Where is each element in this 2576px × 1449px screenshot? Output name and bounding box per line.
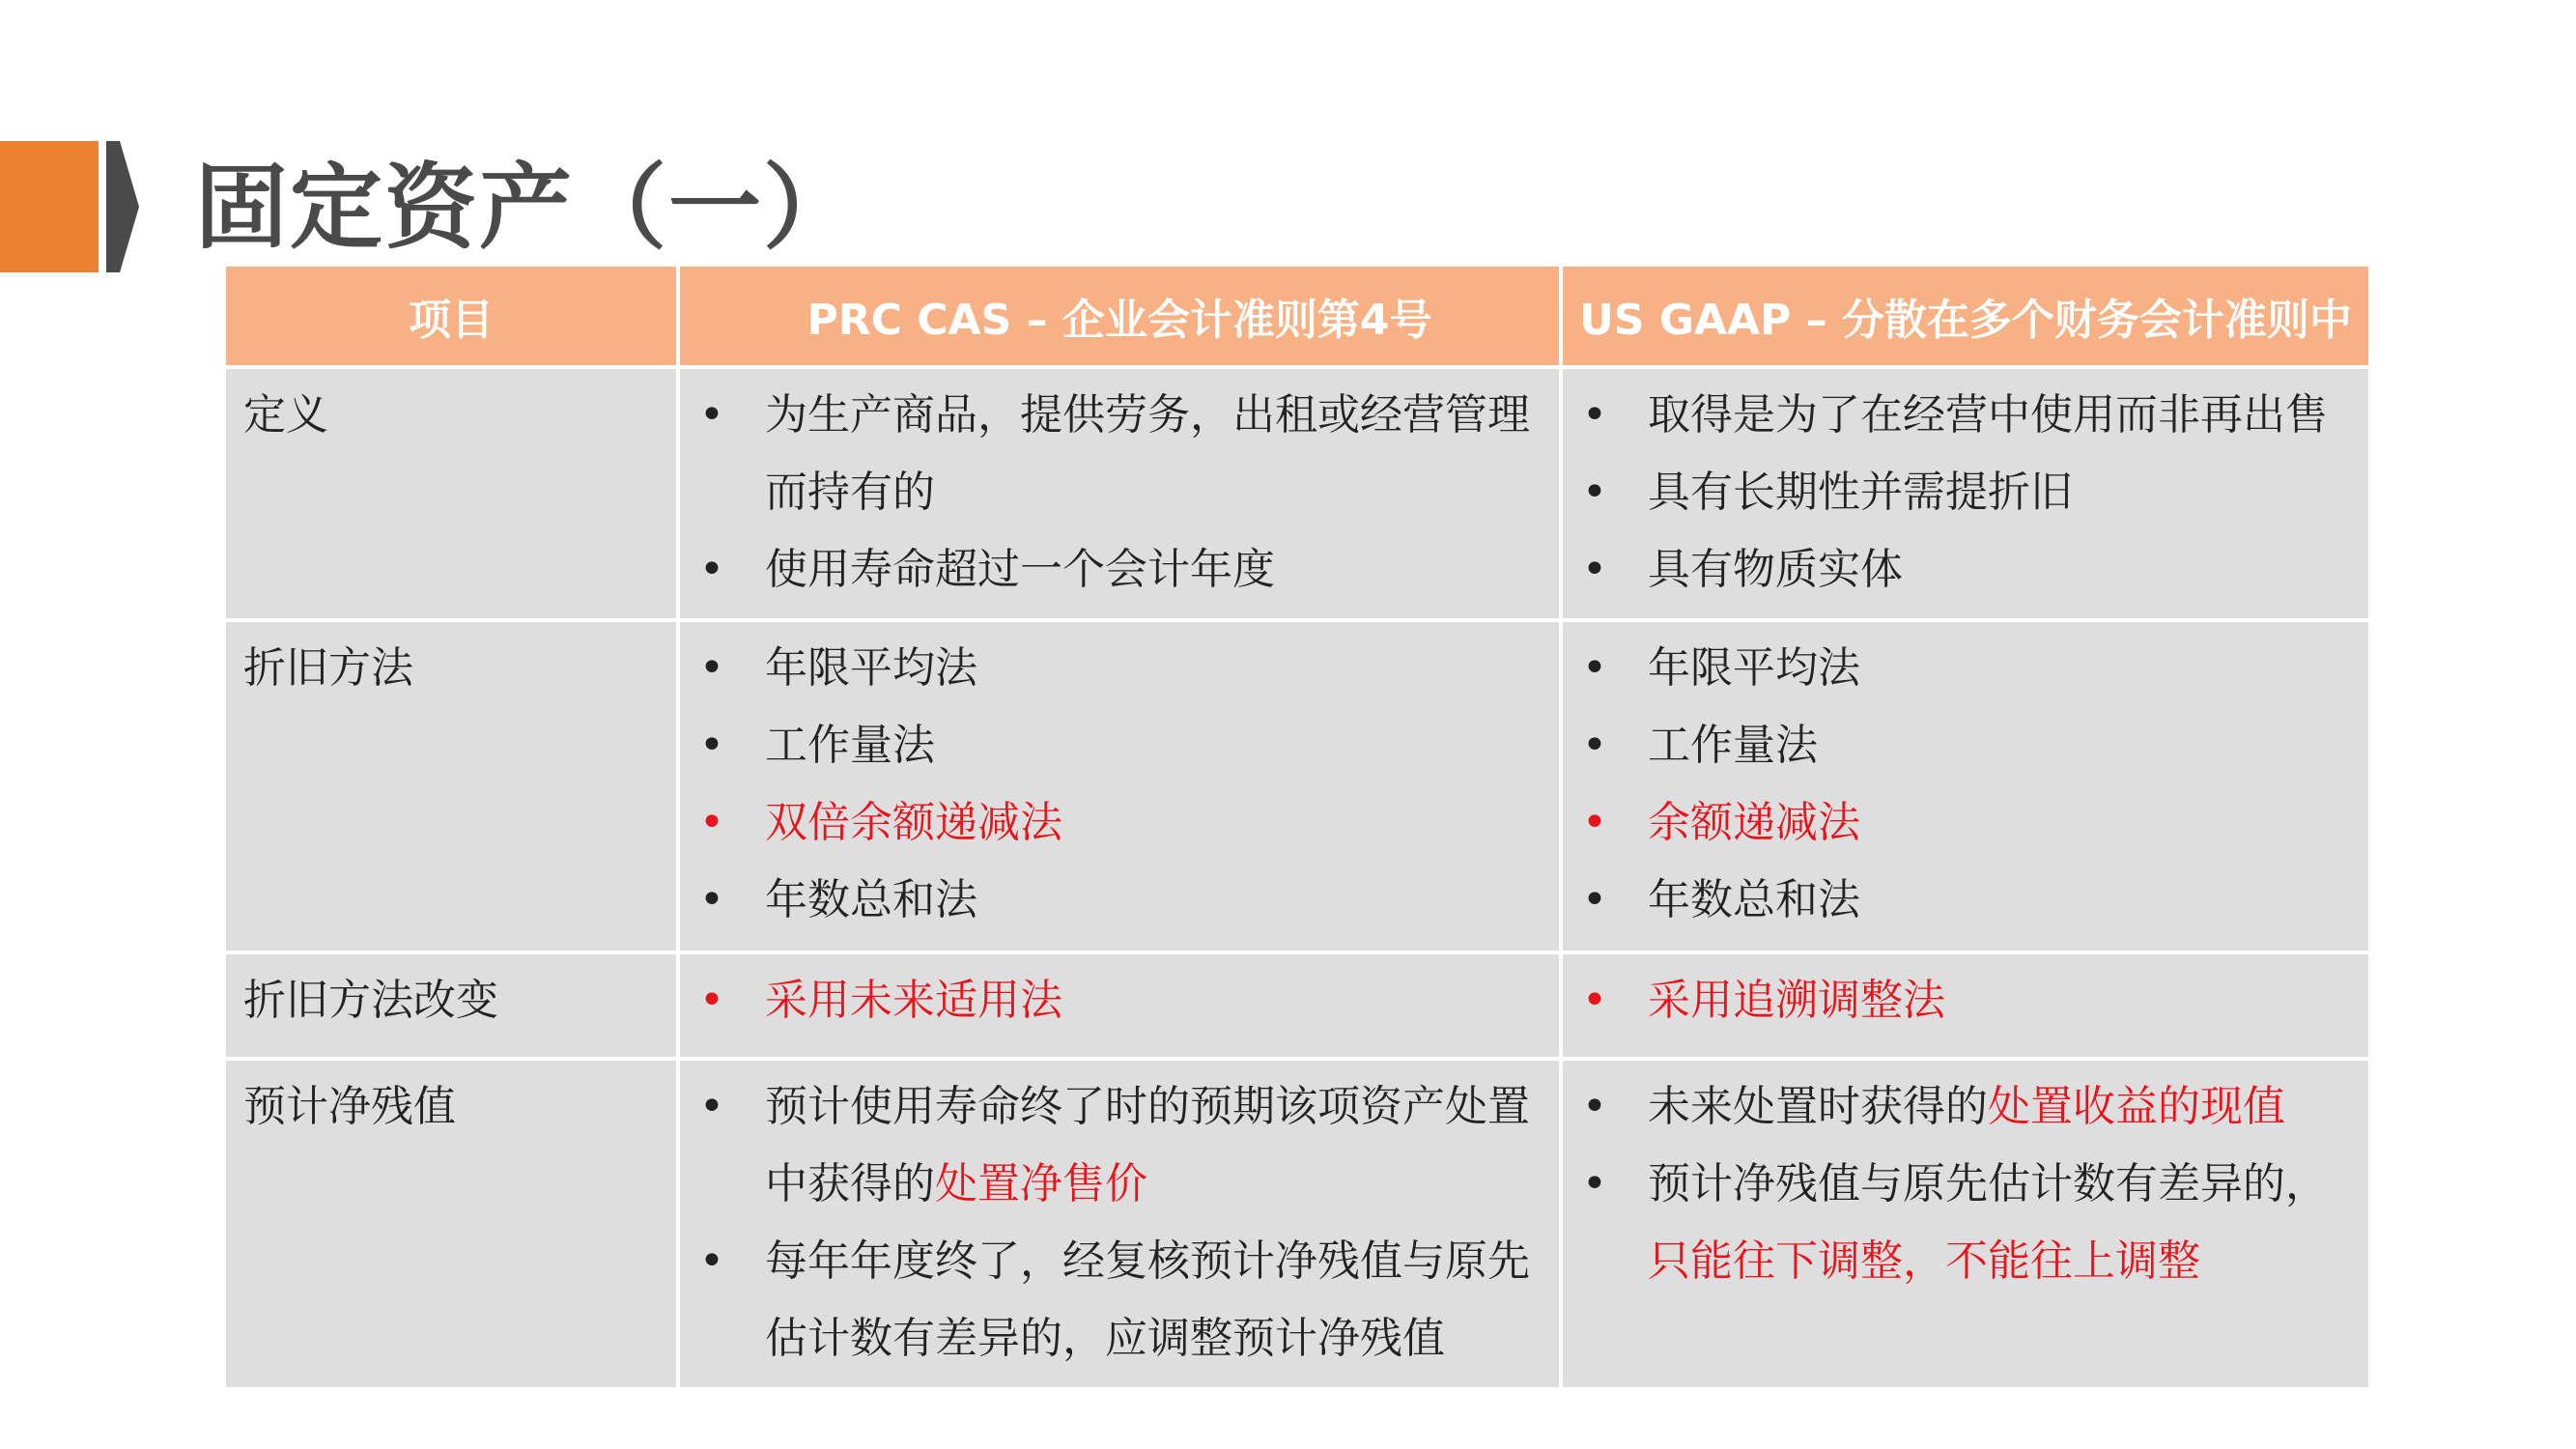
table-row [224,952,2370,1059]
list-item [1580,862,2351,939]
highlight-text: 只能往下调整，不能往上调整 [1648,1236,2200,1286]
bullet-icon: • [699,390,724,440]
list-item [1580,377,2351,454]
list-item [1580,630,2351,707]
us-gaap-cell [1561,1059,2370,1389]
highlight-text: 采用追溯调整法 [1648,976,1945,1025]
item-text: 工作量法 [1648,721,1818,770]
item-text: 预计净残值与原先估计数有差异的， [1648,1159,2328,1208]
header-us-gaap: US GAAP – 分散在多个财务会计准则中 [1561,265,2370,367]
bullet-icon: • [1582,721,1607,770]
list-item [697,1223,1542,1378]
list-item [697,1068,1542,1223]
us-gaap-cell [1561,952,2370,1059]
header-prc-cas: PRC CAS – 企业会计准则第4号 [678,265,1561,367]
highlight-text: 处置净售价 [935,1159,1147,1208]
prc-cas-cell [678,367,1561,620]
list-item [697,377,1542,531]
header-item: 项目 [224,265,678,367]
list-item [1580,707,2351,784]
bullet-list [697,962,1542,1039]
list-item [1580,962,2351,1039]
prc-cas-cell [678,620,1561,952]
table-header-row [224,265,2370,367]
list-item [697,707,1542,784]
bullet-list [697,377,1542,609]
list-item [1580,1146,2351,1300]
item-text: 工作量法 [765,721,935,770]
row-label: 定义 [224,367,678,620]
bullet-list [1580,962,2351,1039]
item-text: 具有物质实体 [1648,545,1903,594]
bullet-icon: • [699,1082,724,1131]
bullet-icon: • [1582,545,1607,594]
item-text: 年限平均法 [765,643,977,693]
bullet-icon: • [1582,1082,1607,1131]
item-text: 年数总和法 [1648,875,1860,924]
list-item [697,962,1542,1039]
bullet-icon: • [699,1236,724,1286]
bullet-icon: • [1582,976,1607,1025]
bullet-icon: • [699,798,724,847]
list-item [697,531,1542,609]
title-accent-block [0,141,99,272]
bullet-list [1580,630,2351,939]
list-item [697,630,1542,707]
item-text: 取得是为了在经营中使用而非再出售 [1648,390,2328,440]
bullet-list [1580,377,2351,609]
bullet-icon: • [699,643,724,693]
list-item [697,784,1542,862]
list-item [1580,454,2351,531]
item-text: 具有长期性并需提折旧 [1648,468,2073,517]
us-gaap-cell [1561,367,2370,620]
bullet-icon: • [1582,643,1607,693]
page-title: 固定资产（一） [195,154,858,262]
item-text: 年数总和法 [765,875,977,924]
bullet-list [697,1068,1542,1378]
bullet-icon: • [1582,390,1607,440]
prc-cas-cell [678,1059,1561,1389]
table-row [224,367,2370,620]
item-text: 预计使用寿命终了时的预期该项资产处置中获得的 [765,1082,1530,1208]
row-label: 折旧方法改变 [224,952,678,1059]
bullet-icon: • [699,976,724,1025]
list-item [1580,1068,2351,1146]
bullet-icon: • [1582,798,1607,847]
bullet-icon: • [699,875,724,924]
highlight-text: 处置收益的现值 [1988,1082,2285,1131]
us-gaap-cell [1561,620,2370,952]
bullet-icon: • [1582,468,1607,517]
bullet-icon: • [699,545,724,594]
list-item [697,862,1542,939]
prc-cas-cell [678,952,1561,1059]
list-item [1580,531,2351,609]
highlight-text: 双倍余额递减法 [765,798,1062,847]
table-row [224,620,2370,952]
chevron-right-icon [106,141,139,272]
bullet-list [1580,1068,2351,1300]
row-label: 预计净残值 [224,1059,678,1389]
item-text: 年限平均法 [1648,643,1860,693]
item-text: 每年年度终了，经复核预计净残值与原先估计数有差异的，应调整预计净残值 [765,1236,1530,1363]
item-text: 未来处置时获得的 [1648,1082,1988,1131]
list-item [1580,784,2351,862]
bullet-icon: • [1582,1159,1607,1208]
bullet-icon: • [1582,875,1607,924]
bullet-list [697,630,1542,939]
comparison-table [222,263,2372,1391]
highlight-text: 采用未来适用法 [765,976,1062,1025]
highlight-text: 余额递减法 [1648,798,1860,847]
table-row [224,1059,2370,1389]
bullet-icon: • [699,721,724,770]
row-label: 折旧方法 [224,620,678,952]
item-text: 使用寿命超过一个会计年度 [765,545,1275,594]
item-text: 为生产商品，提供劳务，出租或经营管理而持有的 [765,390,1530,517]
